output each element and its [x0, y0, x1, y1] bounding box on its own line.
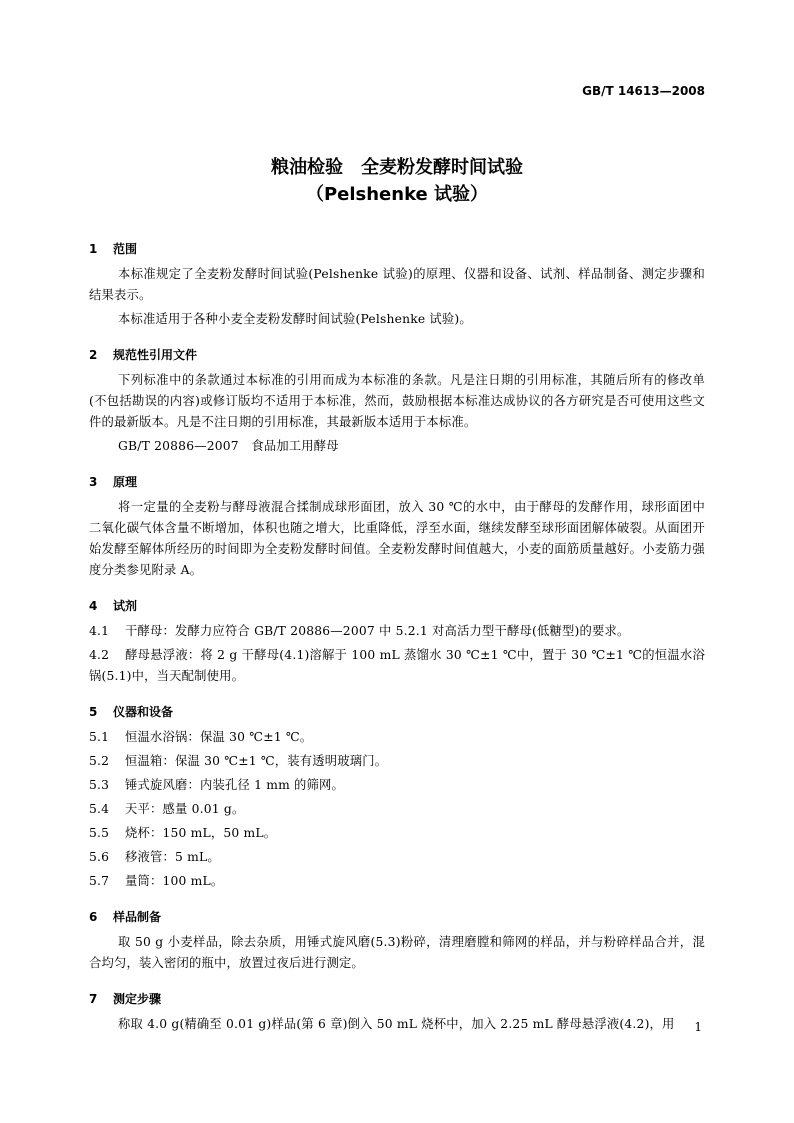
- item-text: 量筒：100 mL。: [125, 874, 224, 888]
- standard-number: GB/T 14613—2008: [582, 84, 705, 98]
- list-item: [89, 871, 705, 892]
- document-body: [89, 238, 705, 1035]
- section-heading-procedure: [89, 988, 705, 1010]
- paragraph: 下列标准中的条款通过本标准的引用而成为本标准的条款。凡是注日期的引用标准，其随后所有的修改单(不包括勘误的内容)或修订版均不适用于本标准，然而，鼓励根据本标准达成协议的各方研究是否可使用这些文件的最新版本。凡是不注日期的引用标准，其最新版本适用于本标准。: [89, 373, 705, 429]
- item-number: 4.2: [89, 648, 110, 662]
- section-number: 2: [89, 348, 98, 362]
- section-title: 范围: [113, 242, 138, 256]
- list-item: [89, 775, 705, 796]
- paragraph: 将一定量的全麦粉与酵母液混合揉制成球形面团，放入 30 ℃的水中，由于酵母的发酵作用，球形面团中二氧化碳气体含量不断增加，体积也随之增大，比重降低，浮至水面，继续发酵至球形面团解体破裂。从面团开始发酵至解体所经历的时间即为全麦粉发酵时间值。全麦粉发酵时间值越大，小麦的面筋质量越好。小麦筋力强度分类参见附录 A。: [89, 500, 705, 577]
- item-text: 天平：感量 0.01 g。: [125, 802, 245, 816]
- section-number: 7: [89, 992, 98, 1006]
- list-item: [89, 751, 705, 772]
- section-heading-sample-preparation: [89, 906, 705, 928]
- section-title: 规范性引用文件: [113, 348, 198, 362]
- item-number: 4.1: [89, 624, 110, 638]
- paragraph: 本标准规定了全麦粉发酵时间试验(Pelshenke 试验)的原理、仪器和设备、试剂、样品制备、测定步骤和结果表示。: [89, 267, 705, 302]
- list-item: [89, 621, 705, 642]
- item-number: 5.6: [89, 850, 110, 864]
- item-number: 5.1: [89, 730, 110, 744]
- section-title: 仪器和设备: [113, 705, 174, 719]
- list-item: [89, 847, 705, 868]
- item-text: 恒温箱：保温 30 ℃±1 ℃，装有透明玻璃门。: [125, 754, 388, 768]
- section-title: 测定步骤: [113, 992, 162, 1006]
- item-number: 5.3: [89, 778, 110, 792]
- section-title: 原理: [113, 475, 138, 489]
- item-text: 酵母悬浮液：将 2 g 干酵母(4.1)溶解于 100 mL 蒸馏水 30 ℃±1 ℃中，置于 30 ℃±1 ℃的恒温水浴锅(5.1)中，当天配制使用。: [89, 648, 705, 683]
- section-title: 样品制备: [113, 910, 162, 924]
- section-number: 1: [89, 242, 98, 256]
- section-heading-normative-references: [89, 344, 705, 366]
- item-number: 5.4: [89, 802, 110, 816]
- list-item: [89, 799, 705, 820]
- document-title: 粮油检验 全麦粉发酵时间试验: [271, 157, 523, 178]
- paragraph: 称取 4.0 g(精确至 0.01 g)样品(第 6 章)倒入 50 mL 烧杯中，加入 2.25 mL 酵母悬浮液(4.2)，用: [118, 1017, 675, 1031]
- item-text: 锤式旋风磨：内装孔径 1 mm 的筛网。: [125, 778, 345, 792]
- section-heading-reagents: [89, 595, 705, 617]
- section-heading-apparatus: [89, 701, 705, 723]
- item-text: 烧杯：150 mL，50 mL。: [125, 826, 277, 840]
- section-heading-scope: [89, 238, 705, 260]
- section-number: 3: [89, 475, 98, 489]
- paragraph: 取 50 g 小麦样品，除去杂质，用锤式旋风磨(5.3)粉碎，清理磨膛和筛网的样品，并与粉碎样品合并，混合均匀，装入密闭的瓶中，放置过夜后进行测定。: [89, 935, 705, 970]
- reference-entry: GB/T 20886—2007 食品加工用酵母: [118, 439, 339, 453]
- section-number: 5: [89, 705, 98, 719]
- section-number: 6: [89, 910, 98, 924]
- item-number: 5.7: [89, 874, 110, 888]
- document-subtitle: （Pelshenke 试验）: [305, 184, 489, 205]
- item-text: 干酵母：发酵力应符合 GB/T 20886—2007 中 5.2.1 对高活力型干酵母(低糖型)的要求。: [125, 624, 630, 638]
- page-number: 1: [694, 1020, 702, 1034]
- section-number: 4: [89, 599, 98, 613]
- list-item: [89, 645, 705, 687]
- item-text: 恒温水浴锅：保温 30 ℃±1 ℃。: [125, 730, 313, 744]
- item-text: 移液管：5 mL。: [125, 850, 220, 864]
- section-heading-principle: [89, 471, 705, 493]
- item-number: 5.5: [89, 826, 110, 840]
- section-title: 试剂: [113, 599, 138, 613]
- item-number: 5.2: [89, 754, 110, 768]
- paragraph: 本标准适用于各种小麦全麦粉发酵时间试验(Pelshenke 试验)。: [118, 312, 472, 326]
- list-item: [89, 727, 705, 748]
- list-item: [89, 823, 705, 844]
